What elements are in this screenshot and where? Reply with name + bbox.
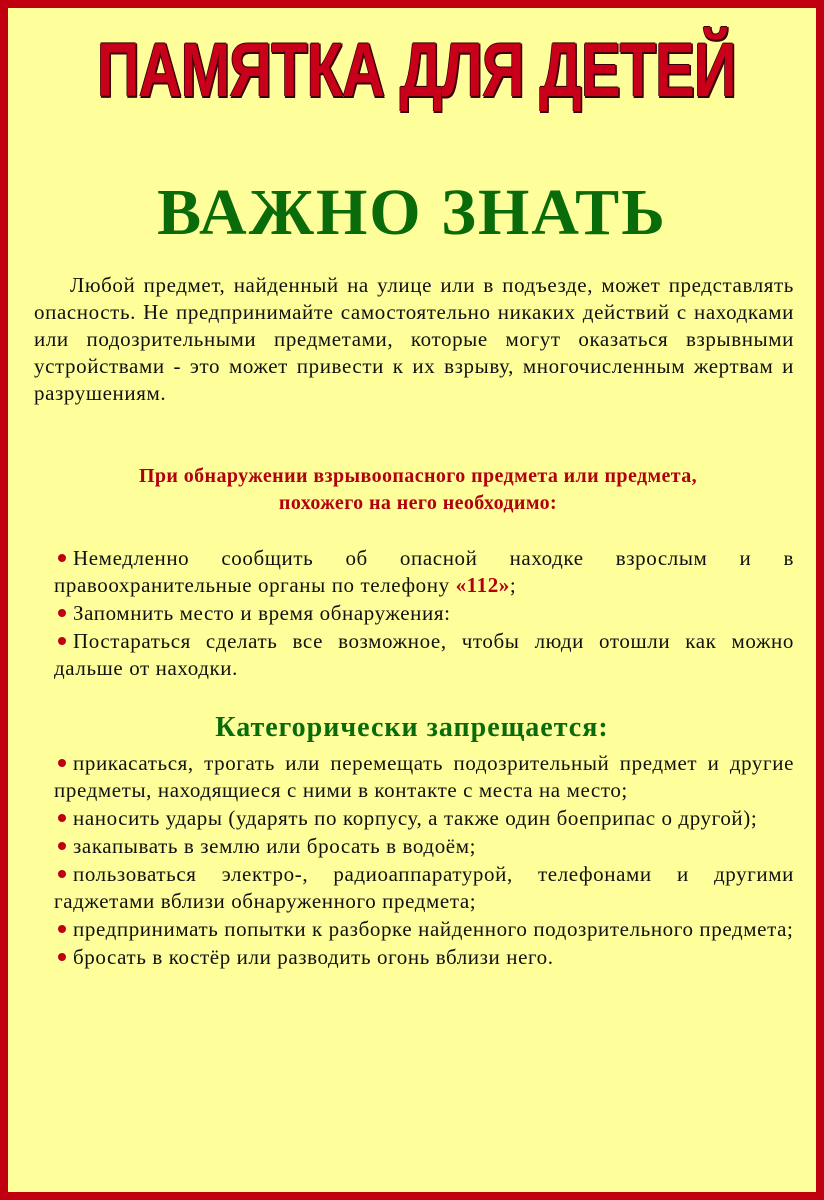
alert-heading-line-2: похожего на него необходимо: (278, 492, 558, 514)
action-text-1: Немедленно сообщить об опасной находке взрослым и в правоохранительные органы по телефону (54, 546, 794, 597)
bullet-icon (58, 637, 66, 645)
bullet-icon (58, 814, 66, 822)
action-text-3: Постараться сделать все возможное, чтобы люди отошли как можно дальше от находки. (54, 629, 794, 680)
bullet-icon (58, 870, 66, 878)
list-item (54, 545, 794, 599)
list-item (54, 600, 794, 627)
poster-title: ПАМЯТКА ДЛЯ ДЕТЕЙ (96, 28, 736, 113)
list-item (54, 944, 794, 971)
bullet-icon (58, 925, 66, 933)
intro-paragraph: Любой предмет, найденный на улице или в подъезде, может представлять опасность. Не предпринимайте самостоятельно никаких действий с находками или подозрительными предметами, которые могут оказаться взрывными устройствами - это может привести к их взрыву, многочисленным жертвам и разрушениям. (34, 273, 794, 405)
bullet-icon (58, 759, 66, 767)
list-item (54, 916, 794, 943)
prohibited-text: прикасаться, трогать или перемещать подозрительный предмет и другие предметы, находящиеся с ними в контакте с места на место; (54, 751, 794, 802)
prohibited-text: бросать в костёр или разводить огонь вблизи него. (73, 945, 554, 969)
bullet-icon (58, 953, 66, 961)
prohibited-heading: Категорически запрещается: (215, 712, 609, 743)
prohibited-text: наносить удары (ударять по корпусу, а также один боеприпас о другой); (73, 806, 758, 830)
prohibited-list (54, 750, 794, 971)
action-text-2: Запомнить место и время обнаружения: (73, 601, 451, 625)
prohibited-text: пользоваться электро-, радиоаппаратурой, телефонами и другими гаджетами вблизи обнаруженного предмета; (54, 862, 794, 913)
bullet-icon (58, 609, 66, 617)
prohibited-text: закапывать в землю или бросать в водоём; (73, 834, 477, 858)
list-item (54, 833, 794, 860)
poster-subtitle: ВАЖНО ЗНАТЬ (157, 176, 667, 249)
action-text-1-end: ; (509, 573, 517, 597)
list-item (54, 805, 794, 832)
prohibited-text: предпринимать попытки к разборке найденного подозрительного предмета; (73, 917, 794, 941)
list-item (54, 628, 794, 682)
list-item (54, 861, 794, 915)
list-item (54, 750, 794, 804)
bullet-icon (58, 554, 66, 562)
alert-heading-line-1: При обнаружении взрывоопасного предмета или предмета, (138, 465, 698, 487)
required-actions-list (54, 545, 794, 682)
alert-heading (48, 463, 788, 517)
emergency-phone-number: «112» (455, 573, 510, 597)
bullet-icon (58, 842, 66, 850)
